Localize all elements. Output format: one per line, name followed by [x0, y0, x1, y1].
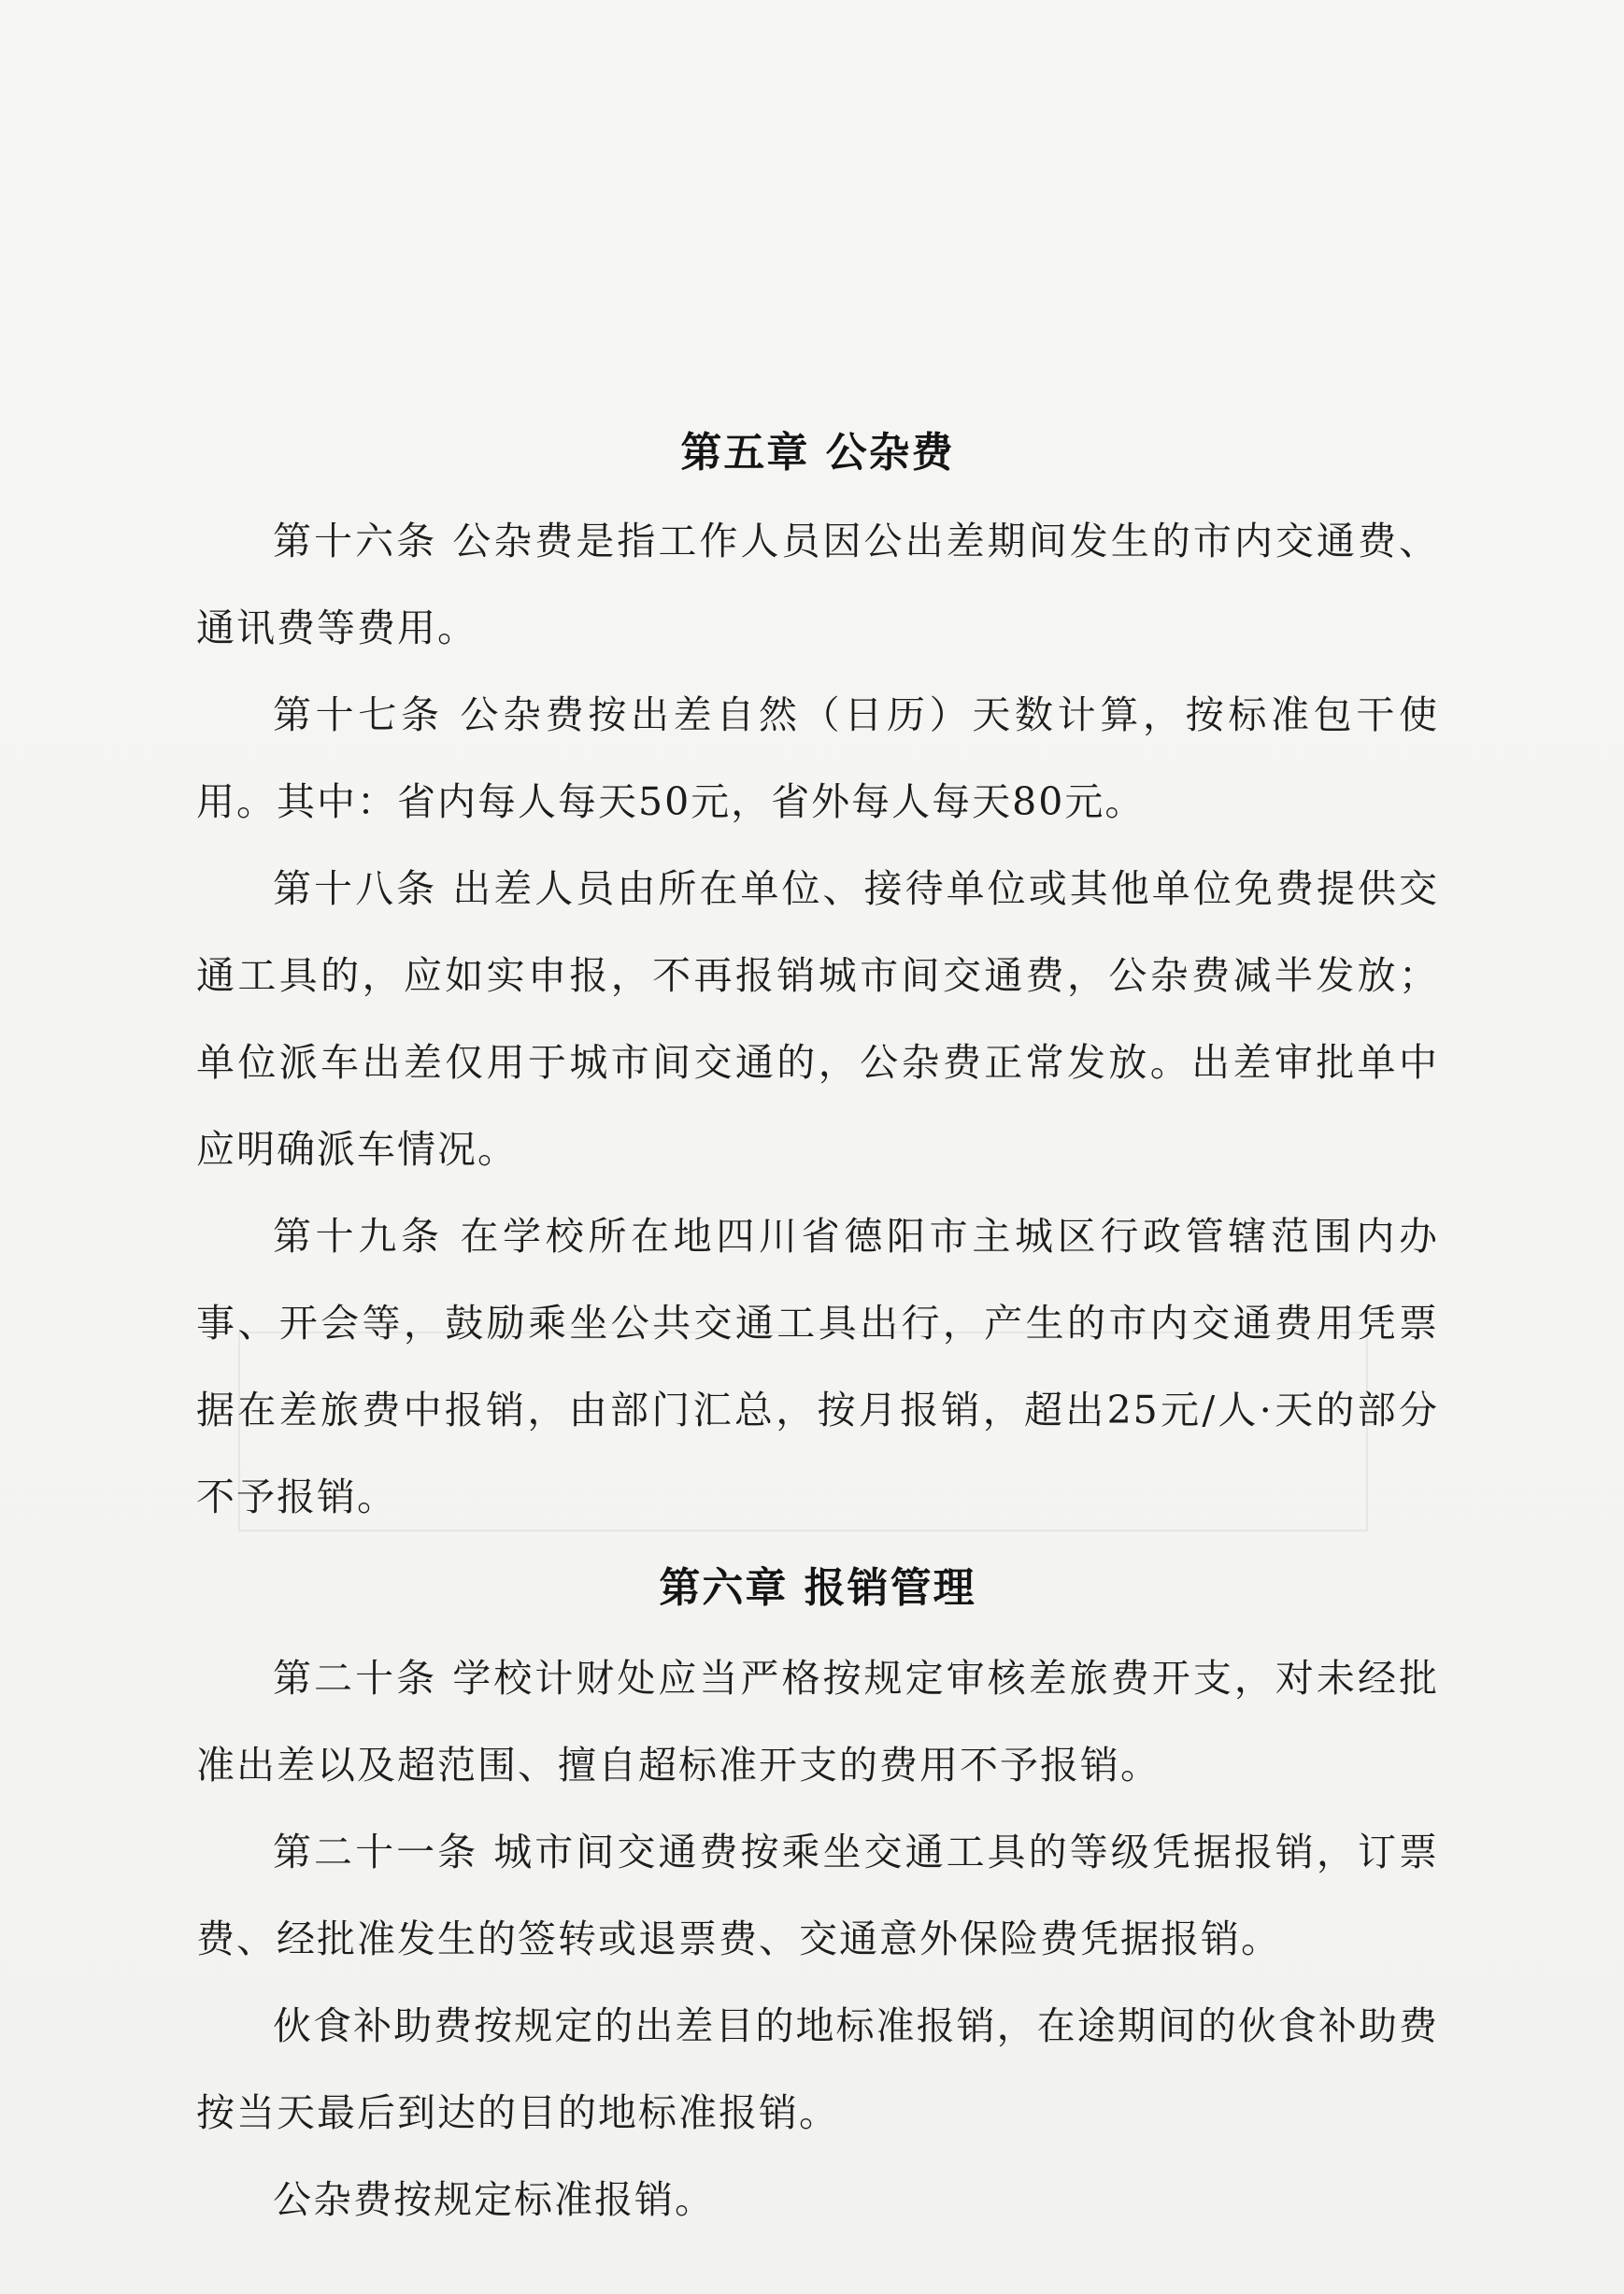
article-17: 第十七条 公杂费按出差自然（日历）天数计算，按标准包干使用。其中：省内每人每天50元，省外每人每天80元。	[196, 692, 1439, 824]
misc-fee-paragraph: 公杂费按规定标准报销。	[273, 2177, 715, 2222]
meal-allowance-paragraph: 伙食补助费按规定的出差目的地标准报销，在途期间的伙食补助费按当天最后到达的目的地标准报销。	[196, 2003, 1439, 2135]
chapter-six-body	[196, 1635, 1439, 2244]
chapter-five-body	[196, 498, 1439, 1541]
chapter-six-title: 第六章 报销管理	[659, 1564, 976, 1612]
article-19: 第十九条 在学校所在地四川省德阳市主城区行政管辖范围内办事、开会等，鼓励乘坐公共交通工具出行，产生的市内交通费用凭票据在差旅费中报销，由部门汇总，按月报销，超出25元/人·天的部分不予报销。	[196, 1214, 1439, 1519]
article-20: 第二十条 学校计财处应当严格按规定审核差旅费开支，对未经批准出差以及超范围、擅自超标准开支的费用不予报销。	[196, 1656, 1439, 1788]
article-16: 第十六条 公杂费是指工作人员因公出差期间发生的市内交通费、通讯费等费用。	[196, 519, 1439, 650]
article-18: 第十八条 出差人员由所在单位、接待单位或其他单位免费提供交通工具的，应如实申报，不再报销城市间交通费，公杂费减半发放；单位派车出差仅用于城市间交通的，公杂费正常发放。出差审批单中应明确派车情况。	[196, 866, 1439, 1172]
chapter-five-title: 第五章 公杂费	[680, 429, 955, 477]
article-21: 第二十一条 城市间交通费按乘坐交通工具的等级凭据报销，订票费、经批准发生的签转或退票费、交通意外保险费凭据报销。	[196, 1830, 1439, 1961]
